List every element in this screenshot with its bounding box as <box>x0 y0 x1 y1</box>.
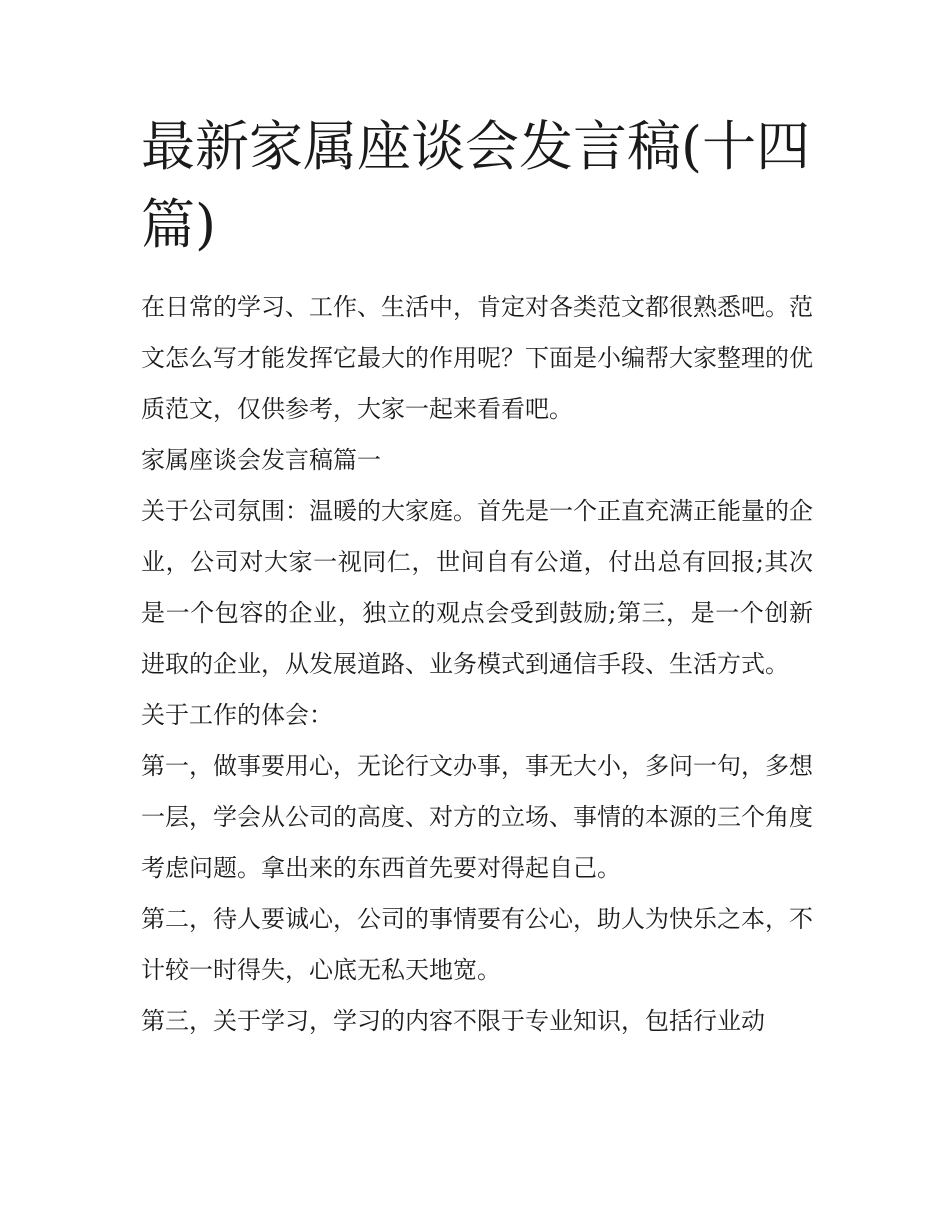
intro-paragraph: 在日常的学习、工作、生活中，肯定对各类范文都很熟悉吧。范文怎么写才能发挥它最大的作用呢？下面是小编帮大家整理的优质范文，仅供参考，大家一起来看看吧。 <box>141 293 813 423</box>
body-paragraph: 第一，做事要用心，无论行文办事，事无大小，多问一句，多想一层，学会从公司的高度、对方的立场、事情的本源的三个角度考虑问题。拿出来的东西首先要对得起自己。 <box>141 752 813 882</box>
document-title: 最新家属座谈会发言稿(十四篇) <box>141 115 811 256</box>
document-content <box>141 108 813 1047</box>
section-heading: 家属座谈会发言稿篇一 <box>141 446 381 474</box>
body-paragraph: 第三，关于学习，学习的内容不限于专业知识，包括行业动 <box>141 1007 765 1035</box>
document-body <box>141 282 813 1047</box>
body-paragraph: 第二，待人要诚心，公司的事情要有公心，助人为快乐之本，不计较一时得失，心底无私天地宽。 <box>141 905 813 984</box>
body-paragraph: 关于工作的体会： <box>141 701 333 729</box>
body-paragraph: 关于公司氛围：温暖的大家庭。首先是一个正直充满正能量的企业，公司对大家一视同仁，世间自有公道，付出总有回报;其次是一个包容的企业，独立的观点会受到鼓励;第三，是一个创新进取的企业，从发展道路、业务模式到通信手段、生活方式。 <box>141 497 813 678</box>
